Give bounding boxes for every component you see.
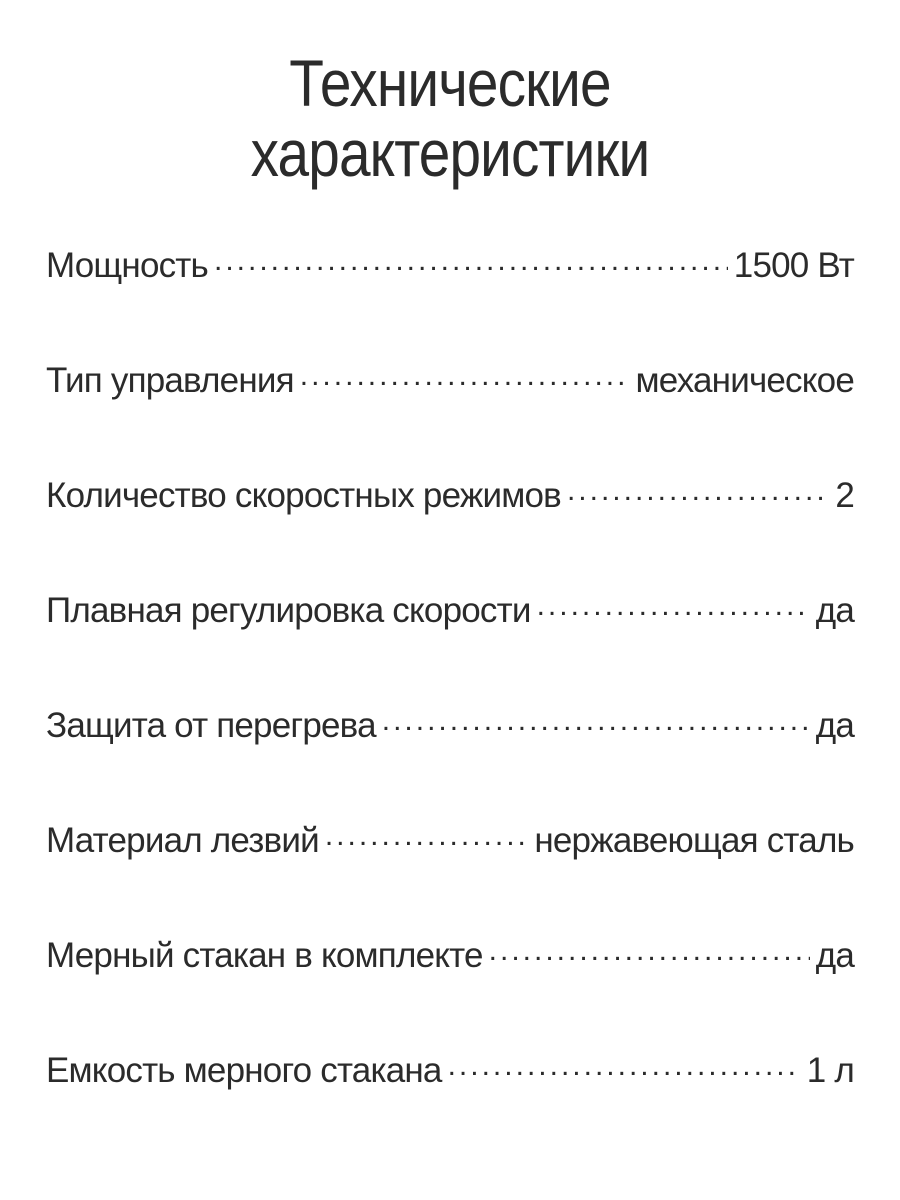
spec-row-speed-modes <box>46 468 854 583</box>
spec-row-power <box>46 238 854 353</box>
spec-value: 2 <box>835 476 854 515</box>
spec-value: да <box>815 591 854 630</box>
spec-value: да <box>815 706 854 745</box>
dot-leader <box>214 242 728 277</box>
page-title <box>103 0 798 188</box>
page-title-line-1: Технические <box>289 46 611 120</box>
spec-value: 1 л <box>806 1051 854 1090</box>
spec-value: механическое <box>635 361 854 400</box>
spec-label: Материал лезвий <box>46 821 319 860</box>
spec-label: Мерный стакан в комплекте <box>46 936 483 975</box>
dot-leader <box>537 587 810 622</box>
dot-leader <box>325 817 529 852</box>
spec-row-measuring-cup <box>46 928 854 1043</box>
dot-leader <box>300 357 630 392</box>
spec-row-control-type <box>46 353 854 468</box>
page-title-line-2: характеристики <box>250 116 650 190</box>
spec-row-cup-capacity <box>46 1043 854 1158</box>
spec-row-overheat-protection <box>46 698 854 813</box>
dot-leader <box>382 702 810 737</box>
spec-label: Емкость мерного стакана <box>46 1051 442 1090</box>
dot-leader <box>489 932 810 967</box>
spec-value: 1500 Вт <box>733 246 854 285</box>
spec-label: Тип управления <box>46 361 294 400</box>
spec-label: Мощность <box>46 246 208 285</box>
spec-value: да <box>815 936 854 975</box>
spec-label: Защита от перегрева <box>46 706 376 745</box>
spec-label: Плавная регулировка скорости <box>46 591 531 630</box>
dot-leader <box>448 1047 801 1082</box>
spec-label: Количество скоростных режимов <box>46 476 561 515</box>
spec-row-smooth-speed <box>46 583 854 698</box>
spec-row-blade-material <box>46 813 854 928</box>
spec-value: нержавеющая сталь <box>534 821 854 860</box>
spec-list <box>46 238 854 1158</box>
dot-leader <box>567 472 829 507</box>
